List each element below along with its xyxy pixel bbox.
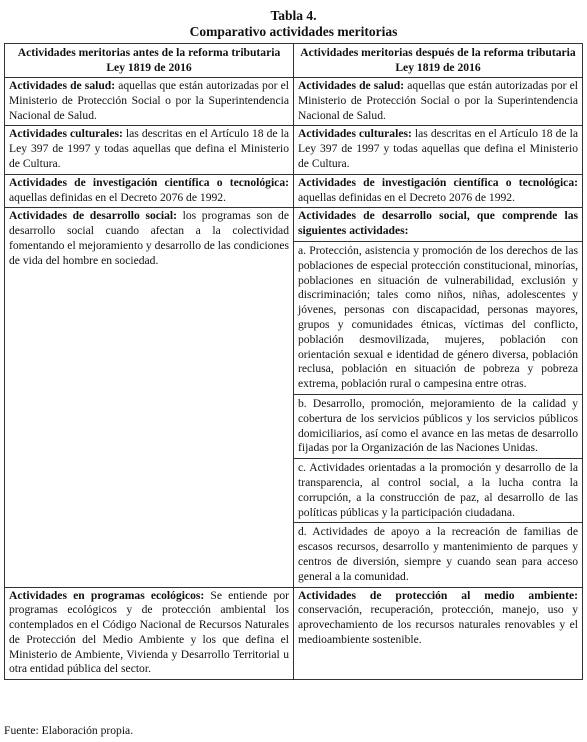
cell-label: Actividades de desarrollo social, que comprende las siguientes actividades: — [298, 209, 578, 238]
cell-social-item-b: b. Desarrollo, promoción, mejoramiento de la calidad y cobertura de los servicios públicos y los servicios públicos domiciliarios, así como el avance en las metas de desarrollo fijadas por la Organización de las Naciones Unidas. — [294, 394, 583, 458]
cell-social-item-c: c. Actividades orientadas a la promoción y desarrollo de la transparencia, al control social, a la lucha contra la corrupción, a la construcción de paz, al desarrollo de las políticas públicas y la participación ciudadana. — [294, 459, 583, 523]
source-note: Fuente: Elaboración propia. — [4, 724, 134, 737]
table-row-social — [5, 208, 583, 242]
cell-label: Actividades de desarrollo social: — [9, 209, 177, 223]
cell-label: Actividades de protección al medio ambiente: — [298, 588, 578, 602]
cell-before-research — [5, 174, 294, 208]
cell-before-culture — [5, 126, 294, 174]
table-row-ecology — [5, 587, 583, 680]
cell-before-health — [5, 78, 294, 126]
cell-text: aquellas que están autorizadas por el Ministerio de Protección Social o por la Superintendencia Nacional de Salud. — [9, 79, 289, 122]
cell-label: Actividades de salud: — [9, 79, 116, 92]
cell-before-social — [5, 208, 294, 587]
cell-text: Se entiende por programas ecológicos y de protección ambiental los contemplados en el Código Nacional de Recursos Naturales de Protección del Medio Ambiente y los que defina el Ministerio de Ambiente, Vivienda y Desarrollo Territorial u otra entidad pública del sector. — [9, 588, 289, 676]
cell-after-research — [294, 174, 583, 208]
table-row-culture — [5, 126, 583, 174]
cell-social-item-d: d. Actividades de apoyo a la recreación de familias de escasos recursos, desarrollo y mantenimiento de parques y centros de diversión, siempre y cuando sean para acceso general a la comunidad. — [294, 523, 583, 587]
cell-label: Actividades en programas ecológicos: — [9, 588, 205, 602]
cell-text: los programas son de desarrollo social cuando afectan a la colectividad fomentando el mejoramiento y desarrollo de las condiciones de vida del hombre en sociedad. — [9, 209, 289, 267]
cell-after-ecology — [294, 587, 583, 680]
cell-after-health — [294, 78, 583, 126]
cell-label: Actividades de investigación científica o tecnológica: — [9, 175, 289, 189]
cell-text: aquellas que están autorizadas por el Ministerio de Protección Social o por la Superintendencia Nacional de Salud. — [298, 79, 578, 122]
cell-label: Actividades de investigación científica o tecnológica: — [298, 175, 578, 189]
cell-social-item-a: a. Protección, asistencia y promoción de los derechos de las poblaciones de especial protección constitucional, minorías, poblaciones en situación de vulnerabilidad, exclusión y discriminación; tales como niños, niñas, adolescentes y jóvenes, personas con discapacidad, personas mayores, grupos y comunidades étnicas, víctimas del conflicto, población desmovilizada, mujeres, población con orientación sexual e identidad de género diversa, población reclusa, población en situación de pobreza y pobreza extrema, población rural o campesina entre otras. — [294, 241, 583, 394]
cell-label: Actividades culturales: — [298, 127, 412, 141]
cell-text: aquellas definidas en el Decreto 2076 de 1992. — [9, 190, 226, 204]
table-title: Tabla 4. — [270, 8, 317, 23]
comparison-table — [4, 43, 583, 680]
table-subtitle: Comparativo actividades meritorias — [189, 24, 398, 39]
cell-text: conservación, recuperación, protección, manejo, uso y aprovechamiento de los recursos naturales renovables y el medioambiente sostenible. — [298, 603, 578, 646]
cell-text: las descritas en el Artículo 18 de la Ley 397 de 1997 y todas aquellas que defina el Ministerio de Cultura. — [298, 127, 578, 170]
table-row-health — [5, 78, 583, 126]
column-header-before: Actividades meritorias antes de la reforma tributaria Ley 1819 de 2016 — [5, 44, 294, 78]
cell-text: aquellas definidas en el Decreto 2076 de 1992. — [298, 190, 515, 204]
cell-after-culture — [294, 126, 583, 174]
column-header-after: Actividades meritorias después de la reforma tributaria Ley 1819 de 2016 — [294, 44, 583, 78]
cell-after-social-header — [294, 208, 583, 242]
cell-before-ecology — [5, 587, 294, 680]
cell-label: Actividades culturales: — [9, 127, 123, 141]
cell-text: las descritas en el Artículo 18 de la Ley 397 de 1997 y todas aquellas que defina el Ministerio de Cultura. — [9, 127, 289, 170]
cell-label: Actividades de salud: — [298, 79, 405, 92]
table-row-research — [5, 174, 583, 208]
header-row — [5, 44, 583, 78]
